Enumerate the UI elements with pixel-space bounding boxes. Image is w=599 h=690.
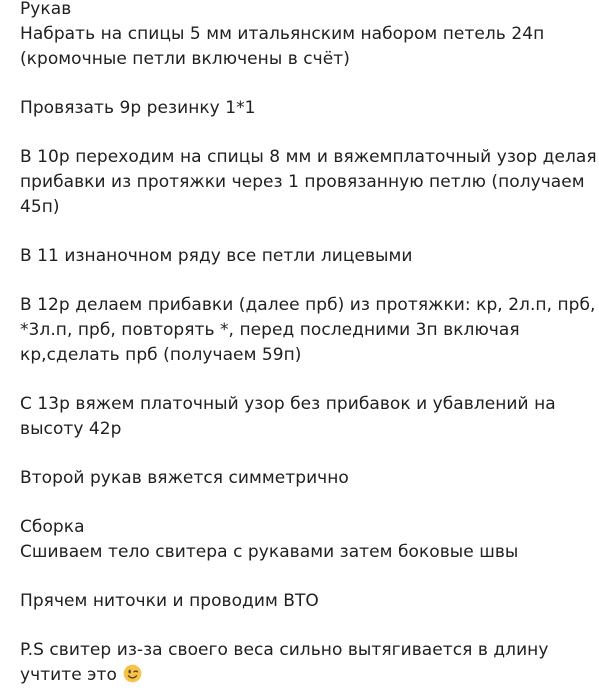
text-line: В 12р делаем прибавки (далее прб) из протяжки: кр, 2л.п, прб,	[20, 295, 596, 315]
section-row-13	[20, 392, 595, 442]
text-line: P.S свитер из-за своего веса сильно вытягивается в длину	[20, 640, 549, 660]
paragraph-gap	[20, 565, 595, 589]
section-sleeve	[20, 0, 595, 72]
paragraph-gap	[20, 368, 595, 392]
paragraph-gap	[20, 491, 595, 515]
sleeve-heading: Рукав	[20, 0, 72, 19]
text-line: Прячем ниточки и проводим ВТО	[20, 591, 319, 611]
text-line: прибавки из протяжки через 1 провязанную петлю (получаем	[20, 172, 585, 192]
text-line: В 11 изнаночном ряду все петли лицевыми	[20, 246, 413, 266]
paragraph-gap	[20, 269, 595, 293]
message-text	[20, 0, 595, 688]
section-second-sleeve	[20, 466, 595, 491]
text-line: 45п)	[20, 197, 60, 217]
paragraph-gap	[20, 72, 595, 96]
text-line-with-emoji	[20, 663, 595, 688]
text-line: высоту 42р	[20, 419, 122, 439]
text-line: В 10р переходим на спицы 8 мм и вяжемплаточный узор делая	[20, 147, 597, 167]
text-line: Второй рукав вяжется симметрично	[20, 468, 349, 488]
paragraph-gap	[20, 121, 595, 145]
section-row-11	[20, 244, 595, 269]
text-line: Провязать 9р резинку 1*1	[20, 98, 256, 118]
paragraph-gap	[20, 442, 595, 466]
section-assembly	[20, 515, 595, 565]
section-rib	[20, 96, 595, 121]
paragraph-gap	[20, 220, 595, 244]
winking-face-emoji-icon	[123, 664, 142, 683]
section-ps	[20, 638, 595, 688]
text-line: (кромочные петли включены в счёт)	[20, 49, 350, 69]
text-line: *3л.п, прб, повторять *, перед последними 3п включая	[20, 320, 520, 340]
assembly-heading: Сборка	[20, 517, 85, 537]
section-row-10	[20, 145, 595, 220]
section-finishing	[20, 589, 595, 614]
text-line: кр,сделать прб (получаем 59п)	[20, 345, 302, 365]
text-line: С 13р вяжем платочный узор без прибавок и убавлений на	[20, 394, 556, 414]
text-line: Набрать на спицы 5 мм итальянским набором петель 24п	[20, 24, 545, 44]
section-row-12	[20, 293, 595, 368]
paragraph-gap	[20, 614, 595, 638]
text-line: учтите это	[20, 665, 117, 685]
text-line: Сшиваем тело свитера с рукавами затем боковые швы	[20, 542, 519, 562]
